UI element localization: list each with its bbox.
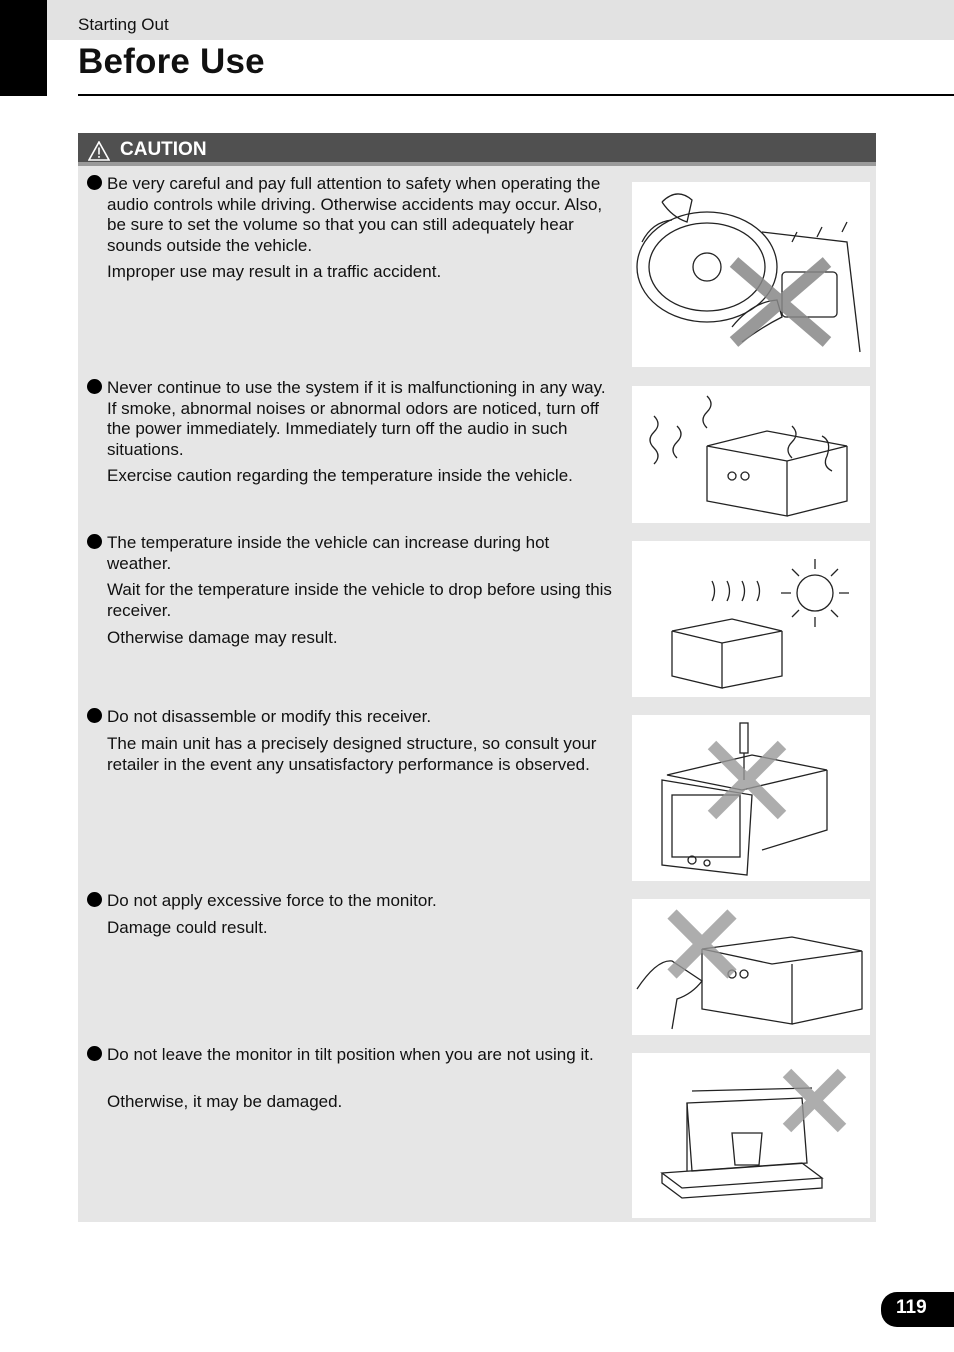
page-number: 119 [881,1292,954,1327]
smoking-receiver-illustration [632,386,870,523]
screwdriver-crossed-out-icon [632,715,870,881]
item-note: Exercise caution regarding the temperature inside the vehicle. [107,466,573,485]
bullet-icon [87,1046,102,1061]
bullet-icon [87,708,102,723]
item-text: Do not leave the monitor in tilt position when you are not using it. [107,1045,594,1064]
caution-label: CAUTION [120,139,207,160]
bullet-icon [87,175,102,190]
header-band [47,0,954,40]
item-text: The temperature inside the vehicle can increase during hot weather. [107,533,550,573]
item-note-2: Otherwise damage may result. [107,628,338,647]
disassembly-illustration [632,715,870,881]
bullet-icon [87,379,102,394]
driver-audio-illustration [632,182,870,367]
tilted-monitor-illustration [632,1053,870,1218]
page-title: Before Use [78,42,265,81]
finger-press-crossed-out-icon [632,899,870,1035]
item-note: Damage could result. [107,918,268,937]
section-label: Starting Out [78,15,169,34]
monitor-force-illustration [632,899,870,1035]
warning-triangle-icon [88,141,110,161]
item-text: Be very careful and pay full attention to safety when operating the audio controls while driving. Otherwise accidents may occur. Also, be sure to set the volume so that you can still adequately hear sounds outside the vehicle. [107,174,603,255]
item-text: Do not apply excessive force to the monitor. [107,891,437,910]
item-note: Wait for the temperature inside the vehicle to drop before using this receiver. [107,580,612,620]
hot-sun-illustration [632,541,870,697]
bullet-icon [87,892,102,907]
caution-box [78,133,876,1222]
item-note: Otherwise, it may be damaged. [107,1092,343,1111]
caution-header [78,133,876,166]
item-note: Improper use may result in a traffic accident. [107,262,442,281]
chapter-tab [0,0,47,96]
item-text: Do not disassemble or modify this receiver. [107,707,432,726]
tilt-cup-crossed-out-icon [632,1053,870,1218]
item-text: Never continue to use the system if it is malfunctioning in any way. If smoke, abnormal noises or abnormal odors are noticed, turn off the power immediately. Immediately turn off the audio in such situations. [107,378,606,459]
driver-crossed-out-icon [632,182,870,367]
bullet-icon [87,534,102,549]
title-rule [78,94,954,96]
item-note: The main unit has a precisely designed structure, so consult your retailer in the event any unsatisfactory performance is observed. [107,734,597,774]
smoke-receiver-icon [632,386,870,523]
sun-receiver-icon [632,541,870,697]
